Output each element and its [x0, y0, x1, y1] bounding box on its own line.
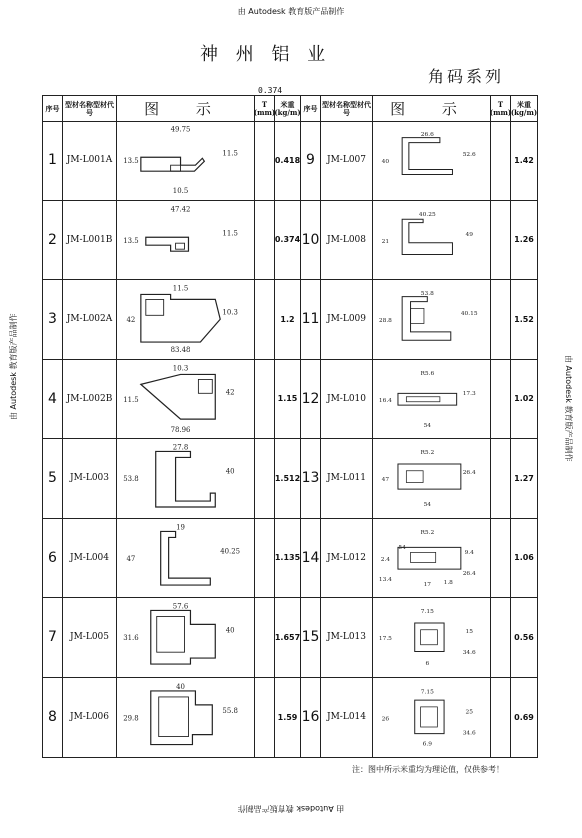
profile-number: 2 — [43, 201, 63, 280]
weight-per-meter: 1.02 — [514, 394, 534, 404]
dimension-label: 83.48 — [170, 345, 191, 354]
dimension-label: 26.6 — [420, 131, 434, 138]
profile-drawing — [117, 678, 255, 758]
thickness-cell — [255, 121, 275, 200]
dimension-label: 2.4 — [380, 556, 391, 563]
profile-code: JM-L011 — [321, 439, 373, 518]
profile-code: JM-L012 — [321, 519, 373, 598]
header-t-label: T — [261, 99, 268, 109]
header-weight-right — [511, 96, 537, 121]
weight-per-meter: 1.135 — [275, 519, 301, 598]
thickness-cell — [491, 678, 511, 758]
thickness-cell — [255, 678, 275, 758]
dimension-label: 26.4 — [462, 570, 476, 577]
footnote: 注：图中所示米重均为理论值，仅供参考！ — [352, 765, 504, 774]
dimension-label: 11.5 — [222, 149, 238, 158]
profile-number: 10 — [301, 201, 321, 280]
thickness-cell — [255, 360, 275, 439]
profile-outline — [156, 451, 216, 507]
profile-code: JM-L006 — [63, 678, 117, 758]
dimension-label: 55.8 — [222, 706, 238, 715]
dimension-label: 31.6 — [123, 634, 139, 643]
dimension-label: 40 — [225, 467, 235, 476]
profile-outline — [151, 610, 216, 664]
header-t — [255, 96, 275, 121]
thickness-cell — [255, 598, 275, 677]
header-seq-right: 序号 — [301, 96, 321, 121]
profile-code: JM-L007 — [321, 121, 373, 200]
dimension-label: 17.5 — [378, 635, 392, 642]
profile-inner-outline — [159, 696, 189, 736]
dimension-label: 34.6 — [462, 730, 476, 737]
weight-per-meter: 1.42 — [514, 155, 534, 165]
table-row — [43, 678, 537, 758]
header-weight-label: 米重 — [280, 99, 295, 109]
weight-per-meter: 1.657 — [275, 598, 301, 677]
profile-inner-outline — [157, 616, 185, 652]
profile-inner-outline — [198, 379, 212, 393]
stray-weight-value: 0.374 — [258, 86, 283, 95]
header-t-label: T — [497, 99, 504, 109]
dimension-label: 40.25 — [220, 546, 241, 555]
profile-number: 1 — [43, 121, 63, 200]
profile-drawing — [117, 439, 255, 518]
profile-drawing — [117, 121, 255, 200]
dimension-label: 11.5 — [172, 284, 189, 293]
profile-drawing — [373, 360, 491, 439]
dimension-label: 40 — [225, 626, 235, 635]
header-weight-unit: (kg/m) — [274, 107, 301, 117]
dimension-label: 47.42 — [170, 204, 191, 213]
profile-outline-drawing — [121, 205, 250, 276]
profile-inner-outline — [421, 630, 438, 645]
dimension-label: 6 — [425, 660, 430, 667]
profile-number: 7 — [43, 598, 63, 677]
table-row — [43, 360, 537, 440]
profile-code: JM-L002A — [63, 280, 117, 359]
profile-number: 4 — [43, 360, 63, 439]
table-row — [43, 121, 537, 201]
dimension-label: 13.5 — [123, 157, 139, 166]
table-row — [43, 598, 537, 678]
dimension-label: 53.8 — [123, 475, 139, 484]
profile-outline-drawing — [377, 602, 486, 673]
dimension-label: 49.75 — [170, 125, 191, 134]
dimension-label: 54 — [423, 422, 432, 429]
profile-drawing — [373, 678, 491, 758]
dimension-label: 21 — [381, 238, 390, 245]
header-figure-right: 图 示 — [373, 96, 491, 121]
profile-inner-outline — [406, 471, 423, 483]
dimension-label: 57.6 — [172, 602, 189, 611]
profile-drawing — [373, 280, 491, 359]
profile-code: JM-L003 — [63, 439, 117, 518]
dimension-label: 27.8 — [172, 443, 189, 452]
profile-outline-drawing — [377, 523, 486, 594]
dimension-label: 53.8 — [420, 290, 434, 297]
dimension-label: 47 — [126, 554, 136, 563]
thickness-cell — [491, 121, 511, 200]
company-name: 神 州 铝 业 — [200, 44, 332, 65]
profile-outline-drawing — [121, 682, 250, 754]
profile-inner-outline — [176, 243, 185, 249]
dimension-label: 40.25 — [418, 211, 436, 218]
profile-code: JM-L005 — [63, 598, 117, 677]
dimension-label: 15 — [465, 629, 473, 636]
profile-drawing — [373, 519, 491, 598]
thickness-cell — [255, 519, 275, 598]
profile-number: 15 — [301, 598, 321, 677]
table-row — [43, 280, 537, 360]
dimension-label: 11.5 — [222, 228, 238, 237]
dimension-label: 13.5 — [123, 236, 139, 245]
weight-per-meter: 1.06 — [514, 553, 534, 563]
dimension-label: 54 — [423, 501, 432, 508]
table-row — [43, 201, 537, 281]
header-t-right — [491, 96, 511, 121]
profile-outline — [402, 219, 452, 254]
profile-outline-drawing — [377, 205, 486, 276]
dimension-label: 52.6 — [462, 152, 476, 159]
profile-code: JM-L010 — [321, 360, 373, 439]
thickness-cell — [491, 280, 511, 359]
weight-per-meter: 1.512 — [275, 439, 301, 518]
profile-outline — [398, 393, 457, 405]
profile-code: JM-L001A — [63, 121, 117, 200]
dimension-label: 10.3 — [172, 363, 189, 372]
profile-outline — [141, 294, 220, 342]
profile-drawing — [373, 121, 491, 200]
profile-outline-drawing — [121, 284, 250, 355]
dimension-label: 11.5 — [123, 395, 139, 404]
profile-outline — [398, 544, 461, 569]
profile-drawing — [117, 519, 255, 598]
table-row — [43, 519, 537, 599]
watermark-bottom: 由 Autodesk 教育版产品制作 — [237, 804, 345, 813]
dimension-label: 6.9 — [422, 740, 432, 747]
profile-inner-outline — [171, 165, 181, 171]
profile-outline-drawing — [121, 602, 250, 673]
table-row — [43, 439, 537, 519]
profile-number: 6 — [43, 519, 63, 598]
dimension-label: 26 — [381, 715, 390, 722]
weight-per-meter: 0.374 — [275, 201, 301, 280]
thickness-cell — [491, 360, 511, 439]
profile-inner-outline — [411, 552, 436, 562]
weight-per-meter: 1.15 — [275, 360, 301, 439]
profile-drawing — [373, 201, 491, 280]
header-seq: 序号 — [43, 96, 63, 121]
dimension-label: 19 — [176, 522, 185, 531]
profile-number: 8 — [43, 678, 63, 758]
profile-outline-drawing — [121, 443, 250, 514]
table-header — [43, 96, 537, 122]
dimension-label: 34.6 — [462, 650, 476, 657]
dimension-label: 42 — [225, 387, 235, 396]
weight-per-meter: 1.26 — [514, 235, 534, 245]
weight-per-meter: 1.52 — [514, 314, 534, 324]
dimension-label: 54 — [398, 544, 406, 551]
profile-drawing — [117, 201, 255, 280]
dimension-label: 7.15 — [420, 688, 434, 695]
profile-drawing — [117, 280, 255, 359]
header-weight-label: 米重 — [517, 99, 531, 109]
dimension-label: 40.15 — [460, 311, 478, 318]
dimension-label: 47 — [381, 476, 390, 483]
profile-outline-drawing — [121, 125, 250, 196]
profile-outline — [161, 531, 211, 585]
profile-number: 12 — [301, 360, 321, 439]
header-name-code-right: 型材名称型材代号 — [321, 96, 373, 121]
weight-per-meter: 0.69 — [514, 712, 534, 722]
profile-inner-outline — [421, 706, 438, 726]
dimension-label: 9.4 — [464, 549, 474, 556]
header-t-unit: (mm) — [253, 107, 276, 117]
profile-inner-outline — [146, 299, 164, 315]
profile-code: JM-L001B — [63, 201, 117, 280]
thickness-cell — [255, 280, 275, 359]
dimension-label: R5.6 — [420, 370, 435, 377]
thickness-cell — [491, 201, 511, 280]
profile-outline — [402, 138, 452, 175]
series-title: 角码系列 — [428, 67, 505, 86]
header-name-code: 型材名称型材代号 — [63, 96, 117, 121]
profile-outline-drawing — [377, 364, 486, 435]
profile-drawing — [373, 439, 491, 518]
profile-outline — [415, 700, 444, 734]
dimension-label: 78.96 — [170, 425, 191, 434]
profile-outline-drawing — [377, 125, 486, 196]
profile-drawing — [117, 360, 255, 439]
profile-outline — [402, 297, 451, 341]
profile-number: 3 — [43, 280, 63, 359]
profile-number: 9 — [301, 121, 321, 200]
profile-outline-drawing — [121, 523, 250, 594]
profile-inner-outline — [406, 396, 440, 401]
weight-per-meter: 1.27 — [514, 473, 534, 483]
profile-code: JM-L008 — [321, 201, 373, 280]
dimension-label: 17 — [423, 581, 432, 588]
profile-inner-outline — [411, 308, 424, 323]
profile-number: 5 — [43, 439, 63, 518]
profile-outline-drawing — [121, 364, 250, 435]
header-weight — [275, 96, 301, 121]
dimension-label: 17.3 — [462, 390, 476, 397]
profile-number: 14 — [301, 519, 321, 598]
dimension-label: 1.8 — [443, 579, 453, 586]
thickness-cell — [255, 201, 275, 280]
profile-outline-drawing — [377, 682, 486, 754]
dimension-label: 26.4 — [462, 470, 476, 477]
dimension-label: 40 — [176, 682, 185, 691]
profile-outline — [141, 157, 205, 171]
profile-number: 13 — [301, 439, 321, 518]
watermark-top: 由 Autodesk 教育版产品制作 — [237, 7, 345, 16]
profile-code: JM-L002B — [63, 360, 117, 439]
thickness-cell — [491, 519, 511, 598]
dimension-label: 16.4 — [378, 397, 392, 404]
dimension-label: 42 — [126, 316, 136, 325]
thickness-cell — [255, 439, 275, 518]
profile-number: 16 — [301, 678, 321, 758]
weight-per-meter: 1.2 — [275, 280, 301, 359]
header-weight-unit: (kg/m) — [510, 107, 538, 117]
weight-per-meter: 0.418 — [275, 121, 301, 200]
profile-drawing — [117, 598, 255, 677]
profile-outline — [141, 374, 215, 419]
watermark-left: 由 Autodesk 教育版产品制作 — [9, 313, 18, 420]
dimension-label: 25 — [465, 709, 473, 716]
profile-code: JM-L013 — [321, 598, 373, 677]
profile-outline-drawing — [377, 443, 486, 514]
dimension-label: R5.2 — [420, 449, 435, 456]
dimension-label: 29.8 — [123, 714, 139, 723]
profile-outline — [398, 464, 461, 489]
dimension-label: 10.5 — [172, 186, 189, 195]
profile-code: JM-L004 — [63, 519, 117, 598]
dimension-label: 10.3 — [222, 308, 238, 317]
profile-code: JM-L009 — [321, 280, 373, 359]
dimension-label: 13.4 — [378, 576, 392, 583]
weight-per-meter: 1.59 — [275, 678, 301, 758]
profile-code: JM-L014 — [321, 678, 373, 758]
thickness-cell — [491, 598, 511, 677]
dimension-label: 7.15 — [420, 608, 434, 615]
dimension-label: 28.8 — [378, 317, 392, 324]
weight-per-meter: 0.56 — [514, 632, 534, 642]
dimension-label: 40 — [381, 158, 390, 165]
thickness-cell — [491, 439, 511, 518]
profile-outline — [415, 623, 444, 652]
dimension-label: R5.2 — [420, 529, 435, 536]
profile-number: 11 — [301, 280, 321, 359]
dimension-label: 49 — [465, 231, 473, 238]
header-figure: 图 示 — [117, 96, 255, 121]
header-t-unit: (mm) — [489, 107, 512, 117]
profile-drawing — [373, 598, 491, 677]
watermark-right: 由 Autodesk 教育版产品制作 — [564, 355, 573, 462]
profile-outline-drawing — [377, 284, 486, 355]
profile-table — [42, 95, 538, 758]
